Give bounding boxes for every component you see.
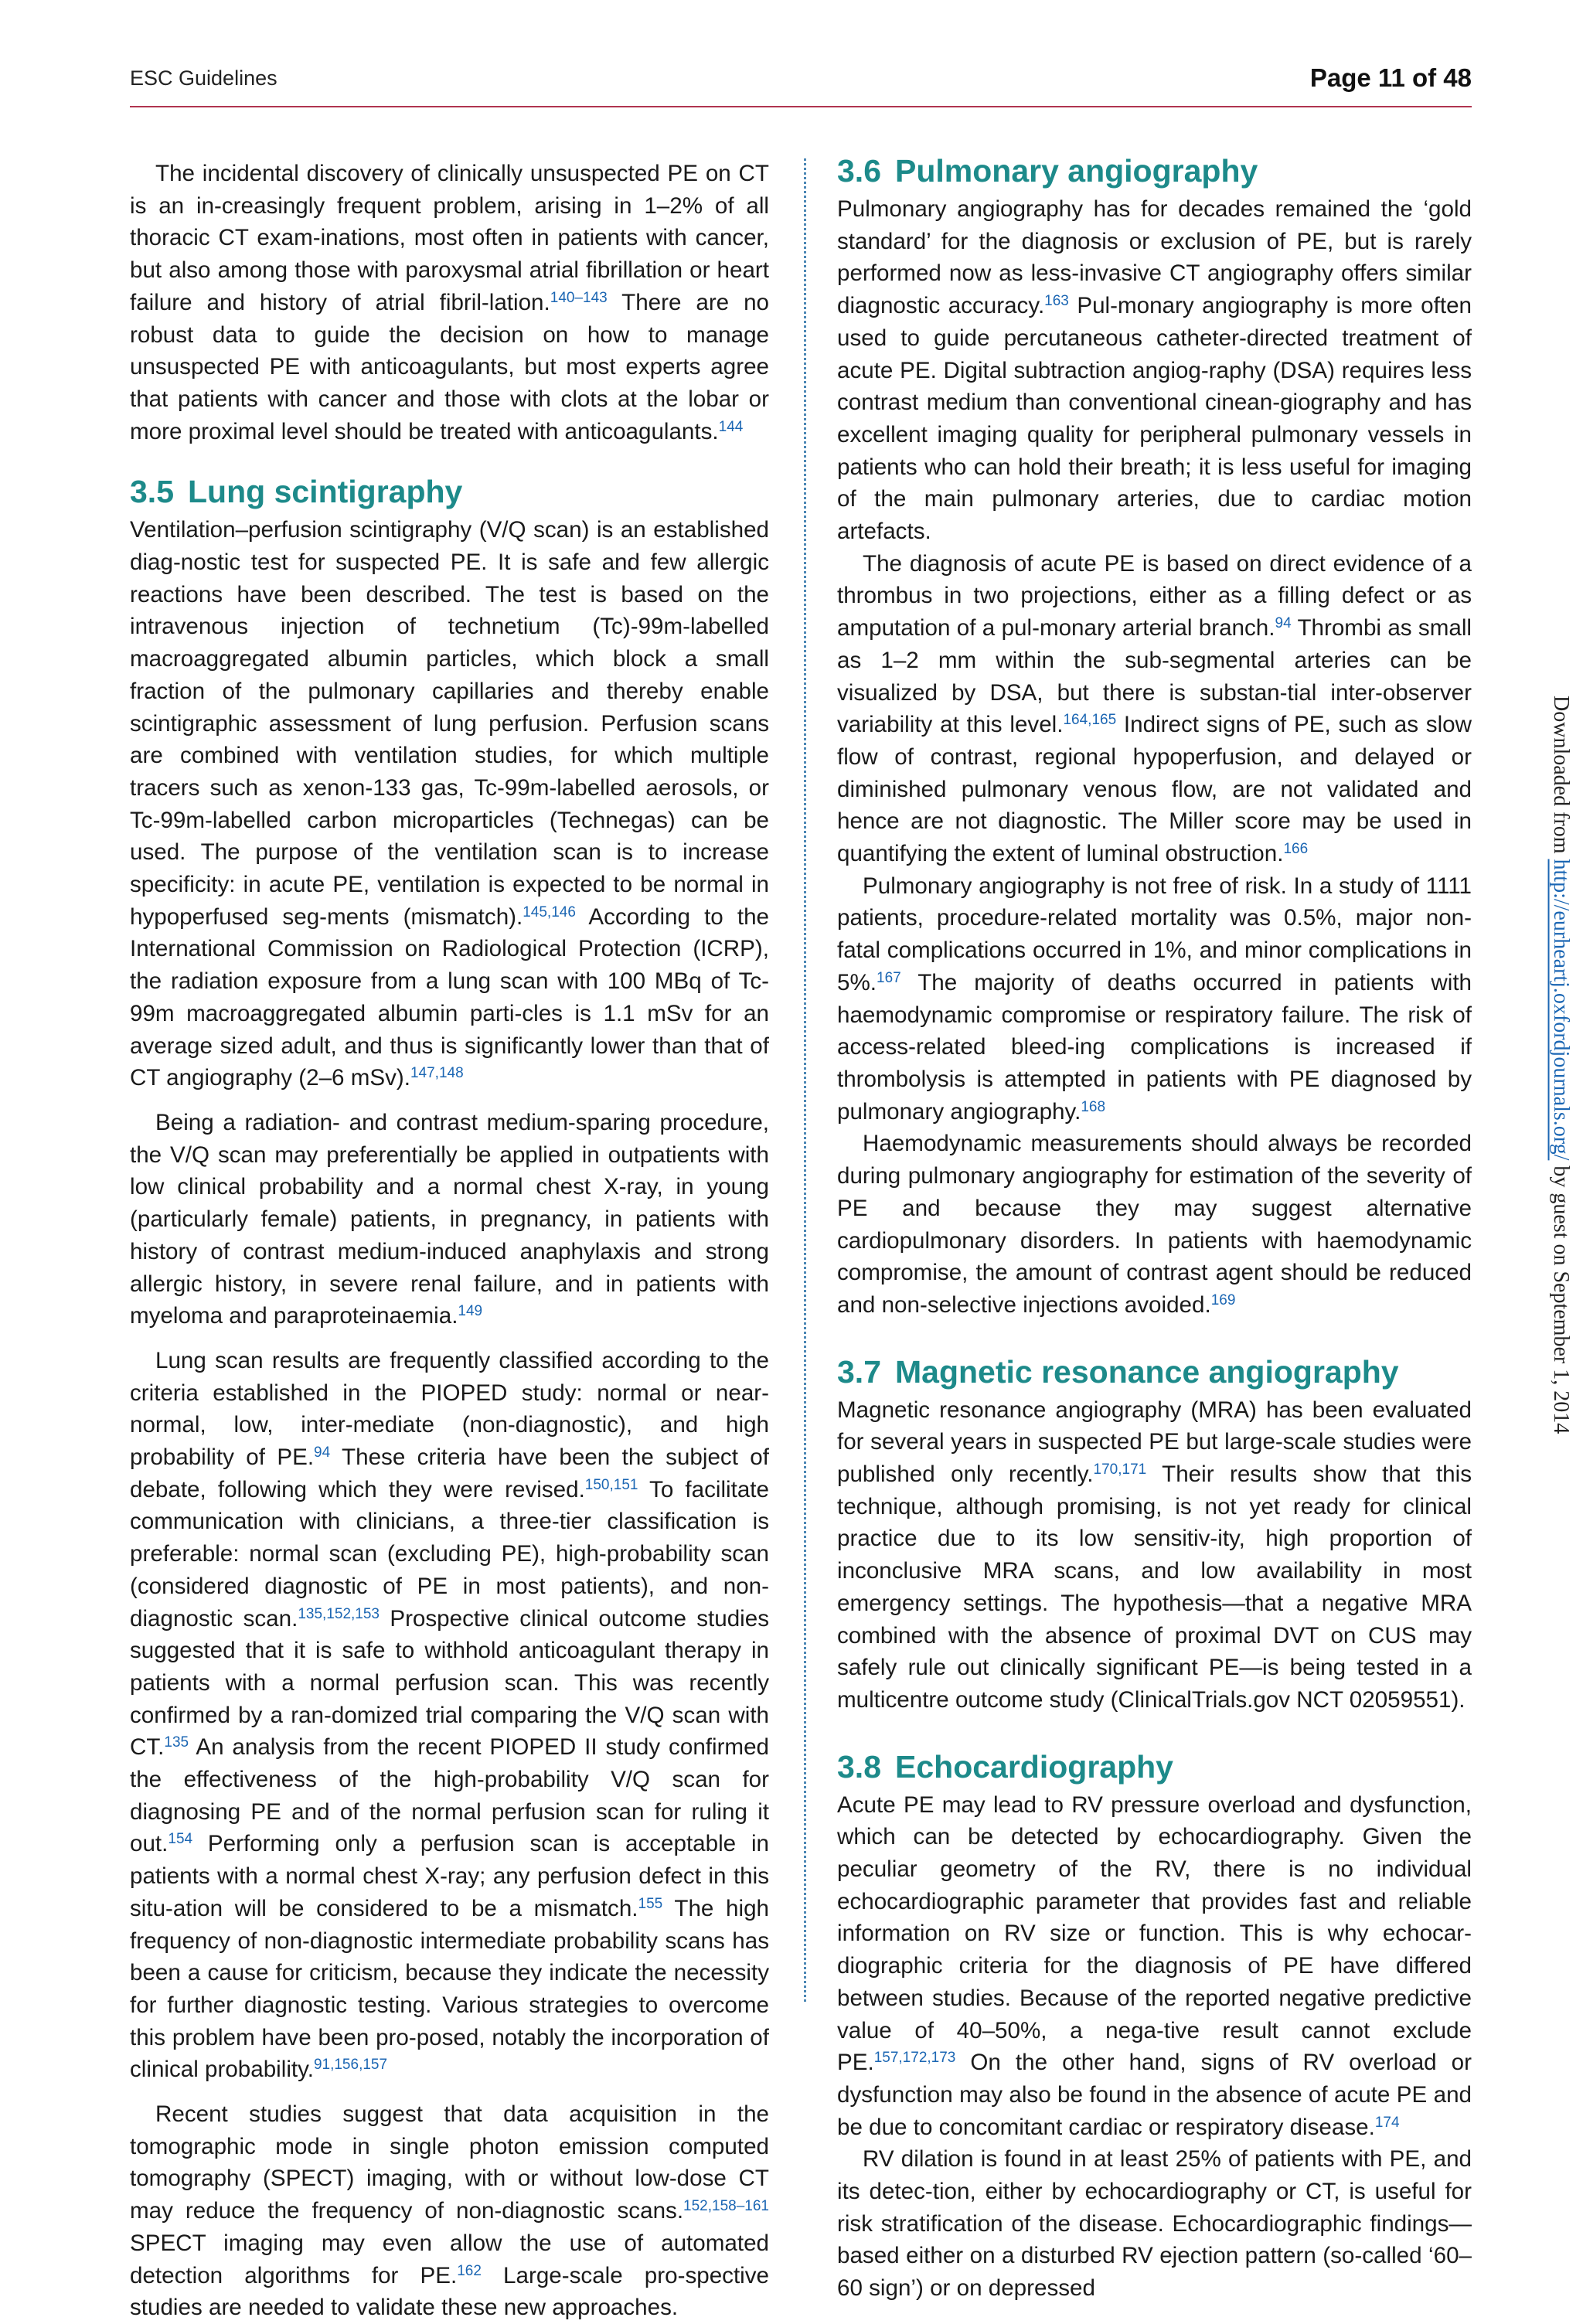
citation-ref[interactable]: 164,165 xyxy=(1063,712,1117,729)
citation-ref[interactable]: 140–143 xyxy=(550,289,608,306)
citation-ref[interactable]: 174 xyxy=(1374,2114,1400,2131)
header-rule xyxy=(130,106,1472,107)
column-divider xyxy=(804,158,806,2002)
paragraph: RV dilation is found in at least 25% of patients with PE, and its detec-tion, either by echocardiography or CT, is useful for risk stratification of the disease. Echocardiographic findings—based either on a disturbed RV ejection pattern (so-called ‘60–60 sign’) or on depressed xyxy=(837,2146,1472,2302)
section-heading-3-8: 3.8 Echocardiography xyxy=(837,1748,1173,1785)
citation-ref[interactable]: 147,148 xyxy=(410,1065,464,1082)
citation-ref[interactable]: 145,146 xyxy=(523,903,576,920)
citation-ref[interactable]: 149 xyxy=(458,1303,483,1320)
journal-link[interactable]: http://eurheartj.oxfordjournals.org/ xyxy=(1549,859,1573,1161)
citation-ref[interactable]: 170,171 xyxy=(1093,1461,1147,1478)
paragraph: Haemodynamic measurements should always be recorded during pulmonary angiography for estimation of the severity of PE and because they may suggest alternative cardiopulmonary disorders. In patients with haemodynamic compromise, the amount of contrast agent should be reduced and non-selective injections avoided.$^{169}$ xyxy=(837,1131,1472,1318)
citation-ref[interactable]: 150,151 xyxy=(584,1476,638,1493)
paragraph: Ventilation–perfusion scintigraphy (V/Q scan) is an established diag-nostic test for suspected PE. It is safe and few allergic reactions have been described. The test is based on the intravenous injection of technetium (Tc)-99m-labelled macroaggregated albumin particles, which block a small fraction of the pulmonary capillaries and thereby enable scintigraphic assessment of lung perfusion. Perfusion scans are combined with ventilation studies, for which multiple tracers such as xenon-133 gas, Tc-99m-labelled aerosols, or Tc-99m-labelled carbon microparticles (Technegas) can be used. The purpose of the ventilation scan is to increase specificity: in acute PE, ventilation is expected to be normal in hypoperfused seg-ments (mismatch).$^{145,146}$ According to the International Commission on Radiological Protection (ICRP), the radiation exposure from a lung scan with 100 MBq of Tc-99m macroaggregated albumin parti-cles is 1.1 mSv for an average sized adult, and thus is significantly lower than that of CT angiography (2–6 mSv).$^{147,148}$ xyxy=(130,517,769,1091)
citation-ref[interactable]: 162 xyxy=(457,2262,482,2279)
paragraph: Lung scan results are frequently classified according to the criteria established in the PIOPED study: normal or near-normal, low, inter-mediate (non-diagnostic), and high probability of PE.$^{94}$ These criteria have been the subject of debate, following which they were revised.$^{150,151}$ To facilitate communication with clinicians, a three-tier classification is preferable: normal scan (excluding PE), high-probability scan (considered diagnostic of PE in most patients), and non-diagnostic scan.$^{135,152,153}$ Prospective clinical outcome studies suggested that it is safe to withhold anticoagulant therapy in patients with a normal perfusion scan. This was recently confirmed by a ran-domized trial comparing the V/Q scan with CT.$^{135}$ An analysis from the recent PIOPED II study confirmed the effectiveness of the high-probability V/Q scan for diagnosing PE and of the normal perfusion scan for ruling it out.$^{154}$ Performing only a perfusion scan is acceptable in patients with a normal chest X-ray; any perfusion defect in this situ-ation will be considered to be a mismatch.$^{155}$ The high frequency of non-diagnostic intermediate probability scans has been a cause for criticism, because they indicate the necessity for further diagnostic testing. Various strategies to overcome this problem have been pro-posed, notably the incorporation of clinical probability.$^{91,156,157}$ xyxy=(130,1347,769,2083)
section-heading-3-6: 3.6 Pulmonary angiography xyxy=(837,153,1258,189)
section-heading-3-7: 3.7 Magnetic resonance angiography xyxy=(837,1353,1399,1390)
citation-ref[interactable]: 166 xyxy=(1283,841,1309,858)
paragraph: The diagnosis of acute PE is based on direct evidence of a thrombus in two projections, either as a filling defect or as amputation of a pul-monary arterial branch.$^{94}$ Thrombi as small as 1–2 mm within the sub-segmental arteries can be visualized by DSA, but there is substan-tial inter-observer variability at this level.$^{164,165}$ Indirect signs of PE, such as slow flow of contrast, regional hypoperfusion, and delayed or diminished pulmonary venous flow, are not validated and hence are not diagnostic. The Miller score may be used in quantifying the extent of luminal obstruction.$^{166}$ xyxy=(837,550,1472,867)
citation-ref[interactable]: 155 xyxy=(638,1895,663,1912)
citation-ref[interactable]: 163 xyxy=(1044,293,1069,310)
citation-ref[interactable]: 94 xyxy=(314,1444,331,1461)
citation-ref[interactable]: 135 xyxy=(164,1734,189,1751)
citation-ref[interactable]: 135,152,153 xyxy=(298,1605,380,1622)
citation-ref[interactable]: 169 xyxy=(1210,1291,1236,1308)
citation-ref[interactable]: 154 xyxy=(168,1831,193,1848)
paragraph: Being a radiation- and contrast medium-sparing procedure, the V/Q scan may preferentially be applied in outpatients with low clinical probability and a normal chest X-ray, in young (particularly female) patients, in pregnancy, in patients with history of contrast medium-induced anaphylaxis and strong allergic history, in severe renal failure, and in patients with myeloma and paraproteinaemia.$^{149}$ xyxy=(130,1109,769,1329)
paragraph: Pulmonary angiography is not free of risk. In a study of 1111 patients, procedure-related mortality was 0.5%, major non-fatal complications occurred in 1%, and minor complications in 5%.$^{167}$ The majority of deaths occurred in patients with haemodynamic compromise or respiratory failure. The risk of access-related bleed-ing complications is increased if thrombolysis is attempted in patients with PE diagnosed by pulmonary angiography.$^{168}$ xyxy=(837,873,1472,1125)
left-column xyxy=(130,158,769,2324)
download-notice: Downloaded from http://eurheartj.oxfordjournals.org/ by guest on September 1, 2014 xyxy=(1549,696,1573,1434)
citation-ref[interactable]: 157,172,173 xyxy=(873,2050,956,2067)
citation-ref[interactable]: 144 xyxy=(718,418,744,435)
paragraph: The incidental discovery of clinically unsuspected PE on CT is an in-creasingly frequent problem, arising in 1–2% of all thoracic CT exam-inations, most often in patients with cancer, but also among those with paroxysmal atrial fibrillation or heart failure and history of atrial fibril-lation.$^{140-143}$ There are no robust data to guide the decision on how to manage unsuspected PE with anticoagulants, but most experts agree that patients with cancer and those with clots at the lobar or more proximal level should be treated with anticoagulants.$^{144}$ xyxy=(130,161,769,444)
citation-ref[interactable]: 168 xyxy=(1081,1098,1106,1115)
paragraph: Pulmonary angiography has for decades remained the ‘gold standard’ for the diagnosis or exclusion of PE, but is rarely performed now as less-invasive CT angiography offers similar diagnostic accuracy.$^{163}$ Pul-monary angiography is more often used to guide percutaneous catheter-directed treatment of acute PE. Digital subtraction angiog-raphy (DSA) requires less contrast medium than conventional cinean-giography and has excellent imaging quality for peripheral pulmonary vessels in patients who can hold their breath; it is less useful for imaging of the main pulmonary arteries, due to cardiac motion artefacts. xyxy=(837,196,1472,545)
paragraph: Acute PE may lead to RV pressure overload and dysfunction, which can be detected by echocardiography. Given the peculiar geometry of the RV, there is no individual echocardiographic parameter that provides fast and reliable information on RV size or function. This is why echocar-diographic criteria for the diagnosis of PE have differed between studies. Because of the reported negative predictive value of 40–50%, a nega-tive result cannot exclude PE.$^{157,172,173}$ On the other hand, signs of RV overload or dysfunction may also be found in the absence of acute PE and be due to concomitant cardiac or respiratory disease.$^{174}$ xyxy=(837,1791,1472,2140)
right-column xyxy=(837,153,1472,2305)
citation-ref[interactable]: 167 xyxy=(877,969,901,986)
citation-ref[interactable]: 152,158–161 xyxy=(683,2198,769,2215)
section-heading-3-5: 3.5 Lung scintigraphy xyxy=(130,474,463,510)
paragraph: Recent studies suggest that data acquisition in the tomographic mode in single photon emission computed tomography (SPECT) imaging, with or without low-dose CT may reduce the frequency of non-diagnostic scans.$^{152,158-161}$ SPECT imaging may even allow the use of automated detection algorithms for PE.$^{162}$ Large-scale pro-spective studies are needed to validate these new approaches. xyxy=(130,2101,770,2321)
citation-ref[interactable]: 91,156,157 xyxy=(313,2057,388,2074)
citation-ref[interactable]: 94 xyxy=(1275,615,1292,632)
paragraph: Magnetic resonance angiography (MRA) has been evaluated for several years in suspected PE but large-scale studies were published only recently.$^{170,171}$ Their results show that this technique, although promising, is not yet ready for clinical practice due to its low sensitiv-ity, high proportion of inconclusive MRA scans, and low availability in most emergency settings. The hypothesis—that a negative MRA combined with the absence of proximal DVT on CUS may safely rule out clinically significant PE—is being tested in a multicentre outcome study (ClinicalTrials.gov NCT 02059551). xyxy=(837,1397,1472,1713)
running-header-journal: ESC Guidelines xyxy=(130,66,277,90)
page-number: Page 11 of 48 xyxy=(1309,63,1472,92)
